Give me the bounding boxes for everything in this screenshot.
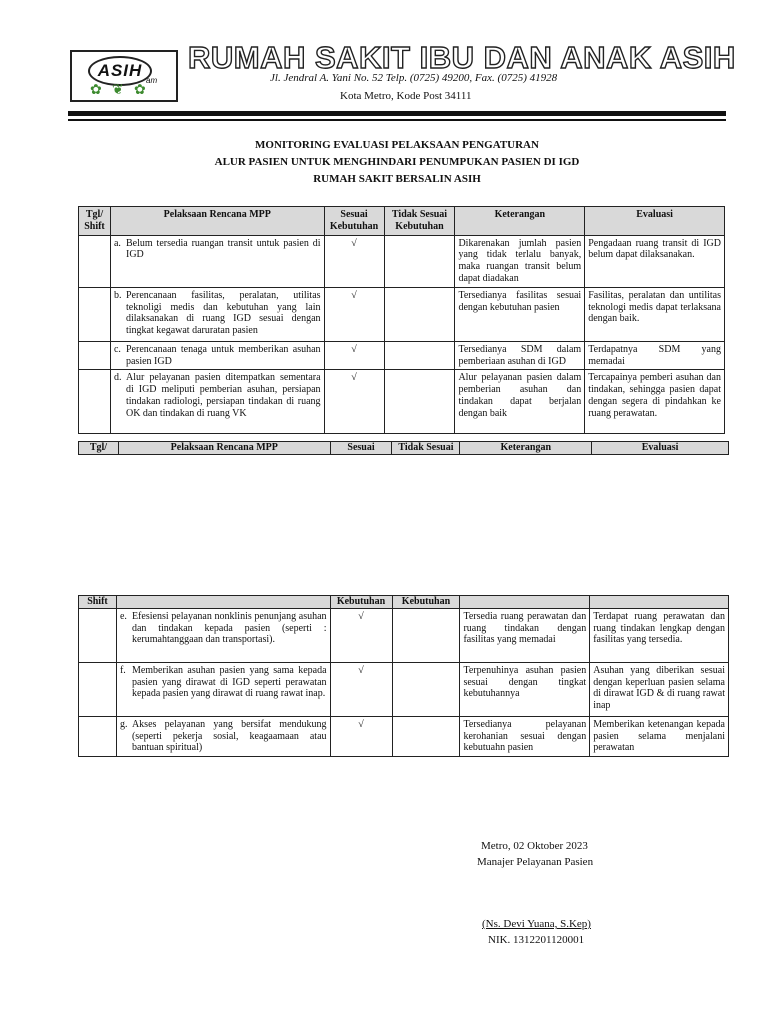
item-text: Alur pelayanan pasien ditempatkan sementara di IGD meliputi pemberian asuhan, persiapan tindakan radiologi, persiapan tindakan di ruang OK dan tindakan di ruang VK bbox=[125, 372, 321, 419]
cell-tidak-sesuai bbox=[384, 370, 455, 434]
table-row bbox=[79, 608, 729, 662]
item-label: d. bbox=[113, 372, 122, 384]
signature-place-date: Metro, 02 Oktober 2023 bbox=[481, 840, 588, 852]
repeat-header-table bbox=[78, 441, 729, 455]
cell-sesuai: √ bbox=[324, 235, 384, 287]
document-title-line-3: RUMAH SAKIT BERSALIN ASIH bbox=[313, 173, 481, 185]
cell-sesuai: √ bbox=[324, 287, 384, 341]
address-line-2: Kota Metro, Kode Post 34111 bbox=[340, 90, 472, 102]
item-label: g. bbox=[119, 718, 128, 730]
document-title-line-2: ALUR PASIEN UNTUK MENGHINDARI PENUMPUKAN PASIEN DI IGD bbox=[214, 156, 580, 168]
header-tgl: Tgl/ bbox=[79, 442, 119, 455]
item-label: b. bbox=[113, 289, 122, 301]
cell-tgl bbox=[79, 716, 117, 756]
header-pelaksanaan: Pelaksaan Rencana MPP bbox=[118, 442, 330, 455]
cell-tidak-sesuai bbox=[384, 341, 455, 370]
item-text: Memberikan asuhan pasien yang sama kepada pasien yang dirawat di IGD seperti perawatan kepada pasien yang dirawat di ruang rawat inap. bbox=[131, 664, 327, 700]
cell-tidak-sesuai bbox=[392, 608, 460, 662]
hospital-name: RUMAH SAKIT IBU DAN ANAK ASIH bbox=[188, 40, 736, 75]
item-text: Efesiensi pelayanan nonklinis penunjang asuhan dan tindakan kepada pasien (seperti : kerumahtanggaan dan transportasi). bbox=[131, 610, 327, 646]
cell-evaluasi: Terdapat ruang perawatan dan ruang tindakan lengkap dengan fasilitas yang tersedia. bbox=[590, 608, 729, 662]
cell-tidak-sesuai bbox=[392, 716, 460, 756]
cell-keterangan: Alur pelayanan pasien dalam pemberian asuhan dan tindakan dapat berjalan dengan baik bbox=[455, 370, 585, 434]
cell-plan bbox=[116, 662, 330, 716]
cell-tidak-sesuai bbox=[384, 287, 455, 341]
signature-nik: NIK. 1312201120001 bbox=[488, 934, 585, 946]
cell-evaluasi: Asuhan yang diberikan sesuai dengan keperluan pasien selama di dirawat IGD & di ruang rawat inap bbox=[590, 662, 729, 716]
cell-evaluasi: Memberikan ketenangan kepada pasien selama menjalani perawatan bbox=[590, 716, 729, 756]
cell-plan bbox=[110, 235, 324, 287]
table-header-row bbox=[79, 596, 729, 609]
cell-tidak-sesuai bbox=[392, 662, 460, 716]
leaf-icon: ✿ bbox=[90, 83, 102, 98]
header-sesuai: Sesuai Kebutuhan bbox=[324, 207, 384, 236]
signature-position: Manajer Pelayanan Pasien bbox=[477, 856, 594, 868]
table-row bbox=[79, 370, 725, 434]
header-evaluasi: Evaluasi bbox=[592, 442, 729, 455]
header-keterangan: Keterangan bbox=[455, 207, 585, 236]
cell-evaluasi: Pengadaan ruang transit di IGD belum dapat dilaksanakan. bbox=[585, 235, 725, 287]
leaf-icon: ❦ bbox=[112, 83, 124, 98]
cell-tgl bbox=[79, 287, 111, 341]
cell-sesuai: √ bbox=[330, 662, 392, 716]
cell-tgl bbox=[79, 662, 117, 716]
cell-sesuai: √ bbox=[324, 341, 384, 370]
cell-tgl bbox=[79, 370, 111, 434]
cell-plan bbox=[116, 716, 330, 756]
item-text: Perencanaan fasilitas, peralatan, utilitas teknoligi medis dan kebutuhan yang lain dilaksanakan di ruang IGD sesuai dengan tingkat kegawat daruratan pasien bbox=[125, 289, 321, 337]
letterhead-rule-thick bbox=[68, 111, 726, 116]
cell-keterangan: Dikarenakan jumlah pasien yang tidak terlalu banyak, maka ruangan transit belum dapat diadakan bbox=[455, 235, 585, 287]
table-row bbox=[79, 716, 729, 756]
cell-keterangan: Tersedianya pelayanan kerohanian sesuai dengan kebutuahn pasien bbox=[460, 716, 590, 756]
header-shift: Shift bbox=[79, 596, 117, 609]
cell-tgl bbox=[79, 608, 117, 662]
address-line-1: Jl. Jendral A. Yani No. 52 Telp. (0725) 49200, Fax. (0725) 41928 bbox=[270, 72, 558, 84]
table-header-row bbox=[79, 207, 725, 236]
table-row bbox=[79, 662, 729, 716]
leaf-icon: ✿ bbox=[134, 83, 146, 98]
item-label: f. bbox=[119, 664, 126, 676]
cell-keterangan: Tersedia ruang perawatan dan ruang tindakan dengan fasilitas yang memadai bbox=[460, 608, 590, 662]
logo-text: ASIH bbox=[88, 56, 152, 86]
header-tgl-shift: Tgl/ Shift bbox=[79, 207, 111, 236]
cell-keterangan: Tersedianya SDM dalam pemberiaan asuhan di IGD bbox=[455, 341, 585, 370]
header-tidak-sesuai: Tidak Sesuai bbox=[392, 442, 460, 455]
item-label: c. bbox=[113, 343, 121, 355]
cell-plan bbox=[116, 608, 330, 662]
header-sesuai: Sesuai bbox=[330, 442, 392, 455]
cell-tgl bbox=[79, 341, 111, 370]
header-kebutuhan: Kebutuhan bbox=[330, 596, 392, 609]
document-title-line-1: MONITORING EVALUASI PELAKSAAN PENGATURAN bbox=[255, 139, 539, 151]
cell-sesuai: √ bbox=[330, 716, 392, 756]
cell-sesuai: √ bbox=[330, 608, 392, 662]
cell-tgl bbox=[79, 235, 111, 287]
header-keterangan: Keterangan bbox=[460, 442, 592, 455]
cell-sesuai: √ bbox=[324, 370, 384, 434]
cell-evaluasi: Terdapatnya SDM yang memadai bbox=[585, 341, 725, 370]
table-row bbox=[79, 235, 725, 287]
monitoring-table-1 bbox=[78, 206, 725, 434]
cell-keterangan: Terpenuhinya asuhan pasien sesuai dengan tingkat kebutuhannya bbox=[460, 662, 590, 716]
cell-plan bbox=[110, 287, 324, 341]
cell-evaluasi: Tercapainya pemberi asuhan dan tindakan, sehingga pasien dapat dengan segera di pindahkan ke ruang perawatan. bbox=[585, 370, 725, 434]
logo-subtext: am bbox=[146, 76, 158, 85]
item-text: Akses pelayanan yang bersifat mendukung (seperti pekerja sosial, keagaamaan atau bantuan spiritual) bbox=[131, 718, 327, 754]
item-label: e. bbox=[119, 610, 127, 622]
cell-tidak-sesuai bbox=[384, 235, 455, 287]
header-evaluasi bbox=[590, 596, 729, 609]
header-pelaksanaan bbox=[116, 596, 330, 609]
table-row bbox=[79, 341, 725, 370]
signature-name: (Ns. Devi Yuana, S.Kep) bbox=[482, 918, 591, 930]
monitoring-table-2 bbox=[78, 595, 729, 757]
header-evaluasi: Evaluasi bbox=[585, 207, 725, 236]
header-tidak-sesuai: Tidak Sesuai Kebutuhan bbox=[384, 207, 455, 236]
hospital-logo bbox=[70, 50, 178, 102]
cell-plan bbox=[110, 370, 324, 434]
letterhead-rule-thin bbox=[68, 119, 726, 121]
item-text: Belum tersedia ruangan transit untuk pasien di IGD bbox=[125, 237, 321, 261]
item-label: a. bbox=[113, 237, 121, 249]
cell-plan bbox=[110, 341, 324, 370]
table-row bbox=[79, 287, 725, 341]
header-pelaksanaan: Pelaksaan Rencana MPP bbox=[110, 207, 324, 236]
table-header-row bbox=[79, 442, 729, 455]
item-text: Perencanaan tenaga untuk memberikan asuhan pasien IGD bbox=[125, 343, 321, 367]
header-keterangan bbox=[460, 596, 590, 609]
header-kebutuhan: Kebutuhan bbox=[392, 596, 460, 609]
cell-evaluasi: Fasilitas, peralatan dan untilitas teknologi medis dapat terlaksana dengan baik. bbox=[585, 287, 725, 341]
cell-keterangan: Tersedianya fasilitas sesuai dengan kebutuhan pasien bbox=[455, 287, 585, 341]
